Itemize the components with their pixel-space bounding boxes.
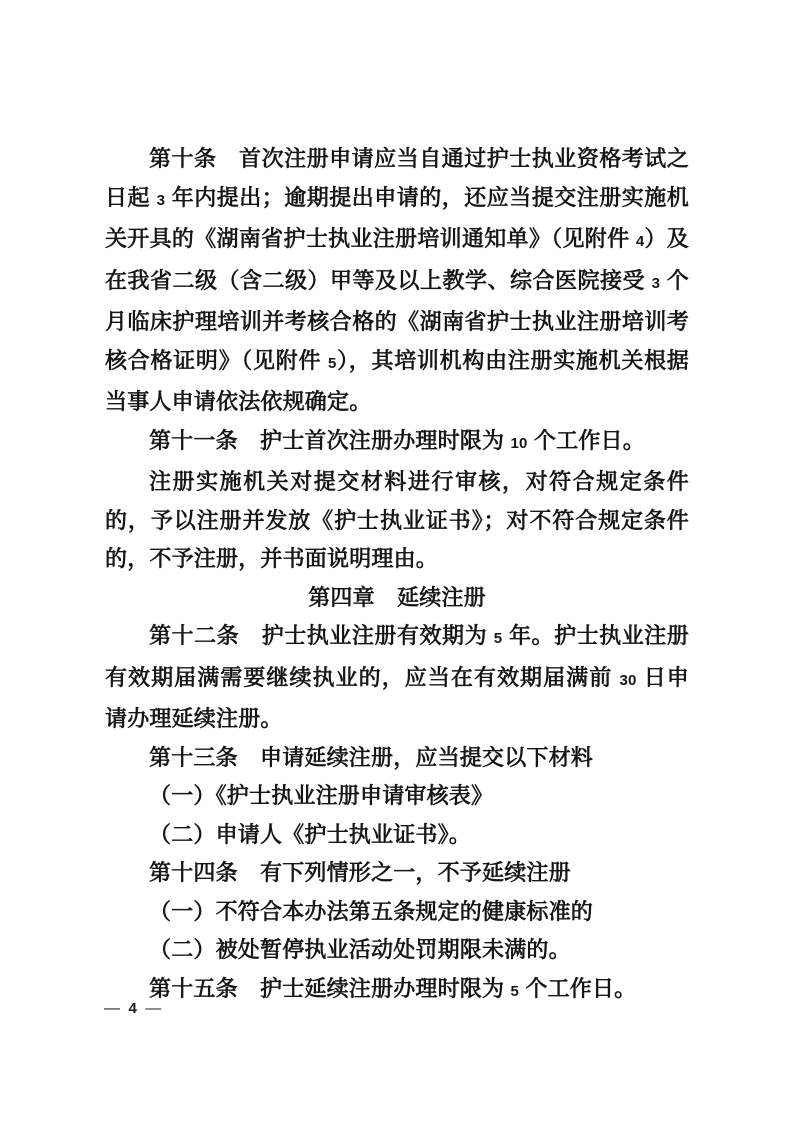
article-13-item-2: （二）申请人《护士执业证书》。 bbox=[149, 821, 472, 847]
page-number-footer: — 4 — bbox=[104, 1000, 164, 1017]
article-15-text: 第十五条 护士延续注册办理时限为 5 个工作日。 bbox=[149, 975, 637, 1001]
article-13-text: 第十三条 申请延续注册，应当提交以下材料 bbox=[149, 744, 594, 770]
article-14-item-1: （一）不符合本办法第五条规定的健康标准的 bbox=[149, 898, 594, 924]
article-12-text: 第十二条 护士执业注册有效期为 5 年。护士执业注册有效期届满需要继续执业的，应当在有效期届满前 30 日申请办理延续注册。 bbox=[105, 623, 689, 731]
article-13-item-1: （一）《护士执业注册申请审核表》 bbox=[149, 783, 494, 808]
chapter-4-heading: 第四章 延续注册 bbox=[308, 584, 486, 610]
article-10-text: 第十条 首次注册申请应当自通过护士执业资格考试之日起 3 年内提出；逾期提出申请的，还应当提交注册实施机关开具的《湖南省护士执业注册培训通知单》（见附件 4）及在我省二级（含二级）甲等及以上教学、综合医院接受 3 个月临床护理培训并考核合格的《湖南省护士执业注册培训考核合格证明》（见附件 5），其培训机构由注册实施机关根据当事人申请依法依规确定。 bbox=[105, 146, 690, 414]
article-14-item-2: （二）被处暂停执业活动处罚期限未满的。 bbox=[149, 937, 571, 962]
article-11-review-text: 注册实施机关对提交材料进行审核，对符合规定条件的，予以注册并发放《护士执业证书》；对不符合规定条件的，不予注册，并书面说明理由。 bbox=[105, 469, 689, 571]
article-11-text: 第十一条 护士首次注册办理时限为 10 个工作日。 bbox=[149, 427, 645, 453]
document-body bbox=[105, 140, 689, 1011]
article-14-text: 第十四条 有下列情形之一，不予延续注册 bbox=[149, 860, 571, 885]
